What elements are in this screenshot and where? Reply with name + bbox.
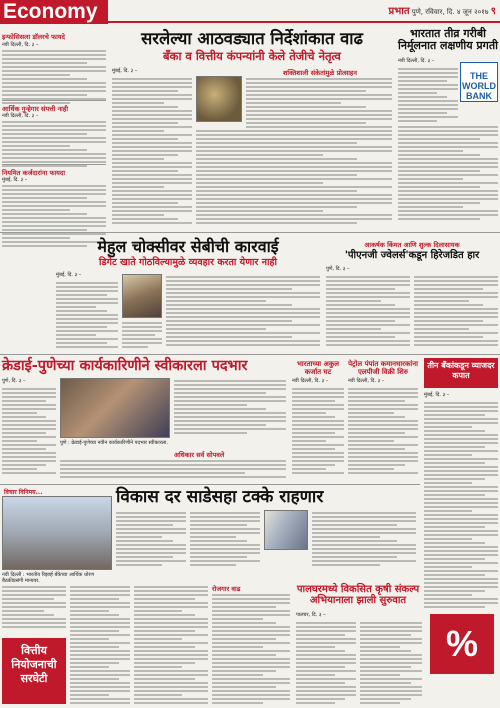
credai-body-2 (174, 378, 286, 440)
mehul-dateline: मुंबई, दि. ३ – (56, 272, 82, 278)
credit-headline: भारताच्या अकुल कर्जात घट (297, 359, 339, 376)
left-brief-2-body (2, 119, 106, 167)
credit-dateline: नवी दिल्ली, दि. ३ – (292, 378, 329, 384)
vikas-body-1 (116, 510, 186, 572)
divider (2, 164, 106, 165)
section-divider (0, 232, 500, 233)
nirnay-title: वित्तीय नियोजनाची सरघेटी (2, 638, 66, 704)
three-banks-dateline: मुंबई, दि. ३ – (424, 392, 450, 398)
vikas-photo (2, 496, 112, 570)
mehul-body-2 (166, 274, 320, 350)
poverty-body-2 (398, 124, 498, 224)
dateline-text: पुणे, रविवार, दि. ४ जून २०१७ (411, 8, 489, 16)
left-brief-1-body (2, 48, 106, 104)
paper-name: प्रभात (388, 6, 410, 17)
lead-body-col-3 (196, 128, 392, 226)
nirnay-body-2 (134, 584, 208, 704)
lead-photo (196, 76, 242, 122)
lead-subheadline: बँका व वित्तीय कंपन्यांनी केले तेजीचे नेतृत्व (163, 49, 341, 63)
png-dateline: पुणे, दि. ३ – (326, 266, 350, 272)
nirnay-col-kicker: रोजगार वाढ (212, 585, 241, 593)
left-brief-1-dateline: नवी दिल्ली, दि. ३ – (2, 42, 39, 48)
mehul-body-3 (122, 320, 162, 350)
section-divider (0, 484, 420, 485)
left-brief-1-kicker: इन्फोसिसला डॉलरचे फायदे (2, 33, 65, 41)
png-headline: 'पीएनजी ज्वेलर्स'कडून हिरेजडित हार (344, 250, 480, 261)
credai-photo-caption: पुणे : क्रेडाई-पुणेच्या नवीन कार्यकारिणीने पदभार स्वीकारला. (60, 440, 169, 446)
credit-body (292, 386, 344, 480)
left-brief-2-kicker: आर्थिक गुन्हेगार संपत्ती नाही (2, 105, 69, 113)
poverty-headline: भारतात तीव्र गरीबी निर्मूलनात लक्षणीय प्रगती (398, 27, 498, 53)
lead-dateline: मुंबई, दि. ३ – (112, 68, 138, 74)
poverty-dateline: नवी दिल्ली, दि. ३ – (398, 58, 435, 64)
section-divider (0, 354, 500, 355)
left-brief-2-dateline: नवी दिल्ली, दि. ३ – (2, 113, 39, 119)
credai-photo (60, 378, 170, 438)
poverty-body-1 (398, 66, 458, 122)
nirnay-body-3 (212, 592, 290, 704)
percent-graphic (430, 614, 494, 674)
left-brief-3 (2, 168, 106, 247)
world-bank-logo-text: THE WORLD BANK (462, 71, 496, 101)
world-bank-logo (460, 62, 498, 102)
vikas-body-2 (190, 510, 260, 572)
credai-body-1 (2, 386, 56, 478)
petrol-body (348, 386, 418, 480)
png-body-2 (414, 274, 498, 350)
petrol-headline: पेट्रोल पंपांत कमानधारकांना एलपीजी विक्री शिरु (348, 359, 418, 376)
mehul-subheadline: डिगेट खाते गोठविल्यामुळे व्यवहार करता येणार नाही (99, 257, 277, 268)
nirnay-body-1 (70, 584, 130, 704)
lead-body-col-2 (246, 76, 392, 130)
section-title: Economy (0, 0, 108, 24)
vikas-graphic (264, 510, 308, 550)
percent-symbol: % (445, 623, 478, 664)
png-body-1 (326, 274, 410, 350)
credai-headline: क्रेडाई-पुणेच्या कार्यकारिणीने स्वीकारला पदभार (2, 357, 248, 374)
mehul-body-1 (56, 280, 118, 350)
credai-subhead: अधिकार सर्व सोपवले (174, 451, 225, 459)
masthead-rule (108, 21, 500, 23)
page-number: ९ (490, 6, 496, 17)
vikas-body-3 (312, 510, 416, 572)
palghar-body-2 (360, 620, 422, 704)
left-brief-3-kicker: नियमित कर्जदारांना फायदा (2, 169, 66, 177)
lead-body-col-1 (112, 76, 192, 226)
mehul-photo (122, 274, 162, 318)
left-brief-3-dateline: मुंबई, दि. ३ – (2, 177, 28, 183)
petrol-dateline: नवी दिल्ली, दि. ३ – (348, 378, 385, 384)
vikas-photo-label: विचार विनिमय... (4, 489, 43, 496)
masthead-dateline (389, 3, 496, 17)
divider (2, 100, 106, 101)
lead-kicker: शक्तिशाली संकेतांमुळे प्रोत्साहन (283, 69, 357, 77)
left-brief-2 (2, 104, 106, 167)
png-kicker: आकर्षक किंमत आणि शुल्क दिलासायक (364, 241, 460, 249)
vikas-banner: विकास दर साडेसहा टक्के राहणार (116, 487, 324, 507)
left-brief-1 (2, 32, 106, 104)
credai-body-3 (60, 458, 286, 480)
three-banks-body (424, 400, 498, 610)
nirnay-body-top (2, 584, 66, 634)
credai-dateline: पुणे, दि. ३ – (2, 378, 26, 384)
palghar-headline: पालघरमध्ये विकसित कृषी संकल्प अभियानाला झाली सुरुवात (296, 584, 420, 607)
three-banks-headline: तीन बँकांकडून व्याजदर कपात (424, 358, 498, 388)
palghar-dateline: पालघर, दि. ३ – (296, 612, 326, 618)
lead-headline: सरलेल्या आठवड्यात निर्देशांकात वाढ (141, 29, 363, 48)
mehul-headline: मेहुल चोक्सीवर सेबीची कारवाई (97, 237, 279, 256)
palghar-body-1 (296, 620, 356, 704)
vikas-photo-caption: नवी दिल्ली : भारतीय रिझर्व्ह बँकेच्या आर्थिक धोरण बैठकीप्रसंगी मान्यवर. (2, 572, 95, 585)
